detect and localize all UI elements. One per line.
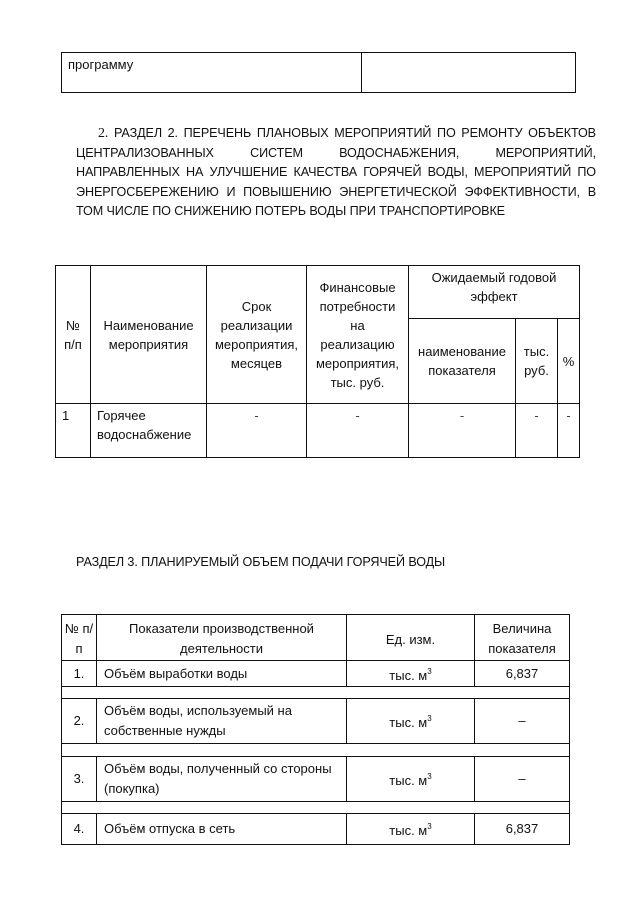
volume-row-1-name: Объём выработки воды [97,661,347,687]
measures-header-effect: Ожидаемый годовой эффект [409,266,580,319]
section2-number: 2. [98,126,109,141]
volume-header-indicators: Показатели производственной деятельности [97,615,347,661]
volume-row-3-name: Объём воды, полученный со стороны (покупка) [97,756,347,801]
volume-row-4-unit [347,814,475,845]
measures-header-percent: % [558,319,580,404]
measures-row-finance: - [307,404,409,458]
measures-header-indicator: наименование показателя [409,319,516,404]
measures-header-num: № п/п [56,266,91,404]
measures-row-percent: - [558,404,580,458]
measures-header-thous-rub: тыс. руб. [516,319,558,404]
table-row [62,756,570,801]
unit-base: тыс. м [389,772,428,788]
unit-exponent: 3 [427,666,432,676]
volume-row-4-name: Объём отпуска в сеть [97,814,347,845]
volume-row-1-unit [347,661,475,687]
table-row [62,699,570,744]
volume-row-3-value: – [475,756,570,801]
measures-table [55,265,580,458]
measures-row-num: 1 [56,404,91,458]
row-gap [62,686,570,698]
volume-row-3-unit [347,756,475,801]
row-gap [62,801,570,813]
table-row [62,814,570,845]
unit-base: тыс. м [389,667,428,683]
volume-row-4-num: 4. [62,814,97,845]
volume-row-1-value: 6,837 [475,661,570,687]
unit-base: тыс. м [389,823,428,839]
measures-row-indicator: - [409,404,516,458]
volume-header-unit: Ед. изм. [347,615,475,661]
unit-exponent: 3 [427,822,432,832]
volume-row-4-value: 6,837 [475,814,570,845]
section2-heading-text: РАЗДЕЛ 2. ПЕРЕЧЕНЬ ПЛАНОВЫХ МЕРОПРИЯТИЙ ПО РЕМОНТУ ОБЪЕКТОВ ЦЕНТРАЛИЗОВАННЫХ СИСТЕМ ВОДОСНАБЖЕНИЯ, МЕРОПРИЯТИЙ, НАПРАВЛЕННЫХ НА УЛУЧШЕНИЕ КАЧЕСТВА ГОРЯЧЕЙ ВОДЫ, МЕРОПРИЯТИЙ ПО ЭНЕРГОСБЕРЕЖЕНИЮ И ПОВЫШЕНИЮ ЭНЕРГЕТИЧЕСКОЙ ЭФФЕКТИВНОСТИ, В ТОМ ЧИСЛЕ ПО СНИЖЕНИЮ ПОТЕРЬ ВОДЫ ПРИ ТРАНСПОРТИРОВКЕ [76,126,596,218]
section2-heading [76,124,596,222]
unit-exponent: 3 [427,714,432,724]
volume-row-2-name: Объём воды, используемый на собственные нужды [97,699,347,744]
measures-header-finance: Финансовые потребности на реализацию мероприятия, тыс. руб. [307,266,409,404]
measures-row-thous-rub: - [516,404,558,458]
volume-row-3-num: 3. [62,756,97,801]
unit-base: тыс. м [389,715,428,731]
fragment-table [61,52,576,93]
volume-row-2-num: 2. [62,699,97,744]
fragment-cell-text: программу [62,53,362,93]
volume-row-1-num: 1. [62,661,97,687]
volume-header-value: Величина показателя [475,615,570,661]
row-gap [62,744,570,756]
fragment-cell-empty [362,53,576,93]
table-row [62,661,570,687]
volume-row-2-value: – [475,699,570,744]
measures-row-term: - [207,404,307,458]
unit-exponent: 3 [427,771,432,781]
section3-heading: РАЗДЕЛ 3. ПЛАНИРУЕМЫЙ ОБЪЕМ ПОДАЧИ ГОРЯЧЕЙ ВОДЫ [76,555,446,569]
measures-header-name: Наименование мероприятия [91,266,207,404]
volume-header-num: № п/п [62,615,97,661]
measures-row-name: Горячее водоснабжение [91,404,207,458]
measures-header-term: Срок реализации мероприятия, месяцев [207,266,307,404]
volume-row-2-unit [347,699,475,744]
volume-table [61,614,570,845]
measures-row [56,404,580,458]
